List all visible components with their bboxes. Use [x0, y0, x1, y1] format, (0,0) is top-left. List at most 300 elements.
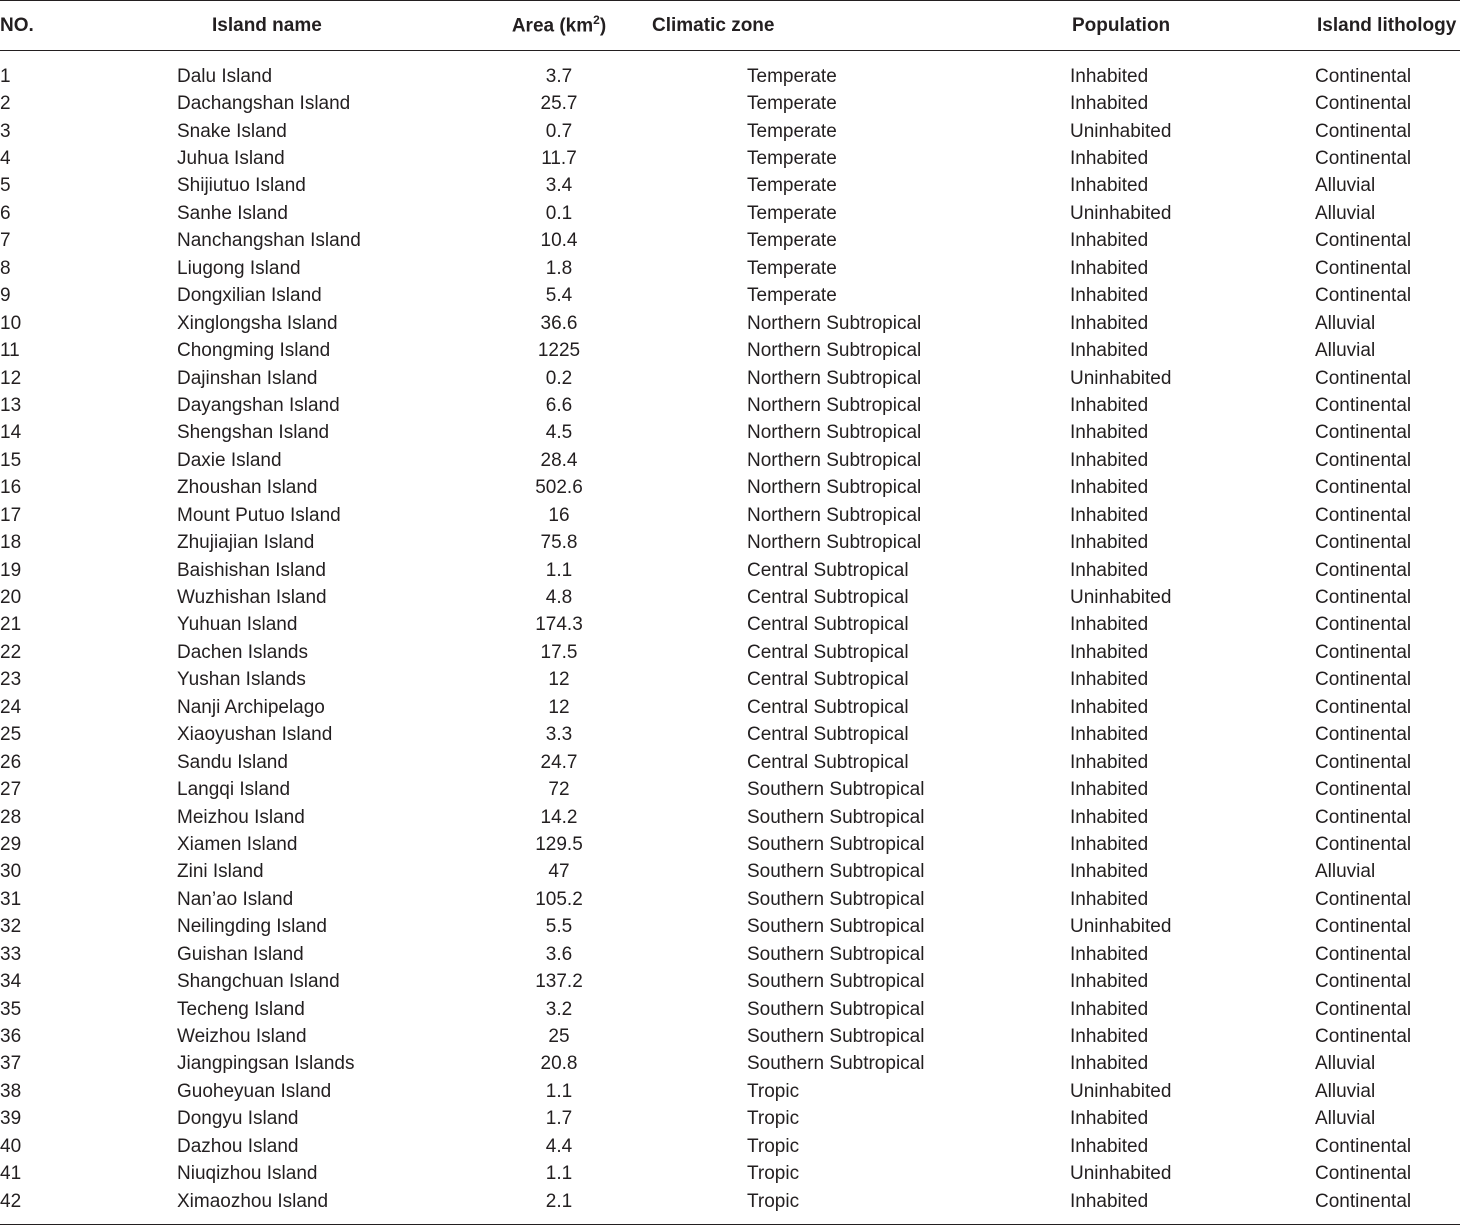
table-row	[0, 118, 1460, 145]
cell-population: Inhabited	[1070, 312, 1149, 334]
header-population: Population	[944, 1, 1190, 51]
table-row	[0, 475, 1460, 502]
cell-area: 0.7	[545, 120, 573, 142]
header-row	[0, 1, 1460, 51]
cell-area: 28.4	[540, 449, 578, 471]
cell-population: Inhabited	[1070, 806, 1149, 828]
cell-island-name: Dongyu Island	[177, 1108, 299, 1130]
cell-climatic-zone: Southern Subtropical	[747, 1026, 925, 1048]
cell-population: Inhabited	[1070, 614, 1149, 636]
cell-no: 9	[0, 285, 11, 307]
cell-no: 26	[0, 751, 22, 773]
cell-island-name: Shangchuan Island	[177, 971, 340, 993]
cell-population: Inhabited	[1070, 833, 1149, 855]
cell-island-name: Xinglongsha Island	[177, 312, 338, 334]
cell-climatic-zone: Temperate	[747, 148, 837, 170]
cell-area: 3.4	[545, 175, 573, 197]
table-row	[0, 639, 1460, 666]
cell-island-name: Dachangshan Island	[177, 93, 351, 115]
cell-no: 18	[0, 532, 22, 554]
cell-lithology: Alluvial	[1315, 1108, 1376, 1130]
cell-lithology: Continental	[1315, 93, 1412, 115]
cell-area: 11.7	[541, 148, 577, 170]
cell-lithology: Continental	[1315, 367, 1412, 389]
cell-no: 24	[0, 696, 22, 718]
cell-climatic-zone: Central Subtropical	[747, 559, 909, 581]
cell-lithology: Continental	[1315, 943, 1412, 965]
cell-population: Inhabited	[1070, 285, 1149, 307]
cell-island-name: Chongming Island	[177, 340, 331, 362]
cell-no: 39	[0, 1108, 22, 1130]
cell-population: Inhabited	[1070, 559, 1149, 581]
cell-no: 42	[0, 1190, 22, 1212]
cell-population: Inhabited	[1070, 1135, 1149, 1157]
cell-population: Inhabited	[1070, 230, 1149, 252]
cell-no: 3	[0, 120, 11, 142]
table-row	[0, 228, 1460, 255]
cell-no: 4	[0, 148, 11, 170]
cell-lithology: Continental	[1315, 614, 1412, 636]
cell-island-name: Ximaozhou Island	[177, 1190, 329, 1212]
cell-lithology: Continental	[1315, 641, 1412, 663]
cell-lithology: Continental	[1315, 916, 1412, 938]
table-bottom-rule	[0, 1215, 1460, 1225]
cell-no: 23	[0, 669, 22, 691]
cell-area: 1.1	[545, 1163, 573, 1185]
cell-area: 174.3	[535, 614, 583, 636]
cell-island-name: Nan’ao Island	[177, 888, 294, 910]
cell-climatic-zone: Northern Subtropical	[747, 422, 922, 444]
cell-area: 24.7	[540, 751, 578, 773]
table-row	[0, 173, 1460, 200]
cell-lithology: Alluvial	[1315, 175, 1376, 197]
cell-no: 19	[0, 559, 22, 581]
cell-area: 129.5	[535, 833, 583, 855]
cell-lithology: Alluvial	[1315, 1080, 1376, 1102]
cell-area: 3.3	[545, 724, 573, 746]
cell-no: 20	[0, 587, 22, 609]
cell-population: Inhabited	[1070, 65, 1149, 87]
cell-climatic-zone: Tropic	[747, 1163, 800, 1185]
cell-population: Inhabited	[1070, 1053, 1149, 1075]
cell-climatic-zone: Southern Subtropical	[747, 998, 925, 1020]
cell-population: Inhabited	[1070, 449, 1149, 471]
cell-lithology: Continental	[1315, 257, 1412, 279]
cell-lithology: Continental	[1315, 285, 1412, 307]
cell-no: 22	[0, 641, 22, 663]
header-area-label: Area (km	[511, 15, 594, 37]
cell-lithology: Continental	[1315, 394, 1412, 416]
cell-climatic-zone: Temperate	[747, 120, 837, 142]
cell-climatic-zone: Southern Subtropical	[747, 888, 925, 910]
cell-lithology: Continental	[1315, 422, 1412, 444]
cell-population: Inhabited	[1070, 394, 1149, 416]
cell-area: 5.5	[545, 916, 573, 938]
cell-lithology: Continental	[1315, 1190, 1412, 1212]
cell-island-name: Juhua Island	[177, 148, 285, 170]
cell-population: Inhabited	[1070, 477, 1149, 499]
cell-population: Uninhabited	[1070, 1080, 1172, 1102]
cell-population: Inhabited	[1070, 1190, 1149, 1212]
cell-island-name: Shengshan Island	[177, 422, 330, 444]
table-row	[0, 283, 1460, 310]
cell-area: 10.4	[540, 230, 578, 252]
cell-no: 38	[0, 1080, 22, 1102]
cell-population: Inhabited	[1070, 148, 1149, 170]
cell-island-name: Weizhou Island	[177, 1026, 307, 1048]
cell-climatic-zone: Northern Subtropical	[747, 394, 922, 416]
cell-area: 1.1	[545, 559, 573, 581]
cell-climatic-zone: Southern Subtropical	[747, 806, 925, 828]
cell-island-name: Xiaoyushan Island	[177, 724, 333, 746]
cell-area: 36.6	[540, 312, 578, 334]
cell-island-name: Techeng Island	[177, 998, 305, 1020]
cell-climatic-zone: Temperate	[747, 285, 837, 307]
cell-population: Uninhabited	[1070, 1163, 1172, 1185]
table-row	[0, 502, 1460, 529]
table-row	[0, 392, 1460, 419]
table-row	[0, 337, 1460, 364]
table-row	[0, 529, 1460, 556]
cell-area: 14.2	[540, 806, 578, 828]
cell-climatic-zone: Southern Subtropical	[747, 916, 925, 938]
table-row	[0, 63, 1460, 90]
cell-no: 11	[0, 340, 20, 362]
cell-island-name: Zhujiajian Island	[177, 532, 315, 554]
header-island-name: Island name	[176, 1, 494, 51]
cell-area: 3.7	[545, 65, 573, 87]
cell-lithology: Alluvial	[1315, 861, 1376, 883]
cell-island-name: Neilingding Island	[177, 916, 327, 938]
cell-area: 25.7	[540, 93, 578, 115]
cell-area: 4.5	[545, 422, 573, 444]
cell-no: 5	[0, 175, 11, 197]
table-row	[0, 1078, 1460, 1105]
cell-climatic-zone: Northern Subtropical	[747, 504, 922, 526]
cell-area: 502.6	[535, 477, 583, 499]
cell-area: 1225	[537, 340, 581, 362]
table-row	[0, 1161, 1460, 1188]
cell-no: 15	[0, 449, 22, 471]
cell-no: 35	[0, 998, 22, 1020]
cell-climatic-zone: Central Subtropical	[747, 724, 909, 746]
cell-no: 40	[0, 1135, 22, 1157]
cell-no: 17	[0, 504, 22, 526]
header-island-lithology: Island lithology	[1190, 1, 1460, 51]
cell-climatic-zone: Northern Subtropical	[747, 367, 922, 389]
table-body	[0, 51, 1460, 1225]
cell-lithology: Continental	[1315, 971, 1412, 993]
cell-island-name: Langqi Island	[177, 779, 291, 801]
cell-lithology: Continental	[1315, 998, 1412, 1020]
cell-no: 2	[0, 93, 11, 115]
cell-no: 36	[0, 1026, 22, 1048]
table-row	[0, 612, 1460, 639]
cell-lithology: Continental	[1315, 230, 1412, 252]
body-top-spacer	[0, 51, 1460, 64]
cell-island-name: Jiangpingsan Islands	[177, 1053, 355, 1075]
cell-population: Inhabited	[1070, 504, 1149, 526]
table-row	[0, 90, 1460, 117]
cell-island-name: Dachen Islands	[177, 641, 308, 663]
cell-island-name: Dayangshan Island	[177, 394, 340, 416]
cell-no: 1	[0, 65, 11, 87]
table-row	[0, 831, 1460, 858]
cell-area: 3.2	[545, 998, 573, 1020]
cell-climatic-zone: Tropic	[747, 1080, 800, 1102]
cell-area: 12	[548, 669, 570, 691]
cell-area: 25	[548, 1026, 570, 1048]
cell-island-name: Niuqizhou Island	[177, 1163, 318, 1185]
cell-climatic-zone: Northern Subtropical	[747, 312, 922, 334]
cell-island-name: Snake Island	[177, 120, 287, 142]
cell-climatic-zone: Central Subtropical	[747, 587, 909, 609]
table-row	[0, 255, 1460, 282]
cell-population: Inhabited	[1070, 1026, 1149, 1048]
cell-climatic-zone: Southern Subtropical	[747, 943, 925, 965]
cell-climatic-zone: Southern Subtropical	[747, 1053, 925, 1075]
cell-lithology: Continental	[1315, 504, 1412, 526]
header-area-superscript: 2	[593, 13, 600, 28]
cell-population: Inhabited	[1070, 422, 1149, 444]
cell-climatic-zone: Northern Subtropical	[747, 477, 922, 499]
cell-island-name: Mount Putuo Island	[177, 504, 341, 526]
cell-island-name: Nanji Archipelago	[177, 696, 325, 718]
header-area-close: )	[599, 15, 607, 37]
cell-lithology: Alluvial	[1315, 312, 1376, 334]
cell-climatic-zone: Temperate	[747, 202, 837, 224]
cell-island-name: Daxie Island	[177, 449, 282, 471]
cell-lithology: Continental	[1315, 751, 1412, 773]
cell-lithology: Continental	[1315, 888, 1412, 910]
cell-climatic-zone: Northern Subtropical	[747, 532, 922, 554]
cell-lithology: Continental	[1315, 1026, 1412, 1048]
cell-area: 0.2	[545, 367, 573, 389]
cell-population: Inhabited	[1070, 669, 1149, 691]
table-row	[0, 859, 1460, 886]
table-row	[0, 365, 1460, 392]
table-row	[0, 804, 1460, 831]
cell-climatic-zone: Temperate	[747, 175, 837, 197]
cell-climatic-zone: Central Subtropical	[747, 696, 909, 718]
table-row	[0, 694, 1460, 721]
cell-island-name: Nanchangshan Island	[177, 230, 361, 252]
table-row	[0, 941, 1460, 968]
cell-island-name: Guishan Island	[177, 943, 304, 965]
cell-no: 14	[0, 422, 22, 444]
cell-no: 7	[0, 230, 11, 252]
table-row	[0, 145, 1460, 172]
cell-area: 6.6	[545, 394, 573, 416]
cell-area: 1.8	[545, 257, 573, 279]
cell-island-name: Dajinshan Island	[177, 367, 318, 389]
cell-lithology: Continental	[1315, 587, 1412, 609]
cell-no: 13	[0, 394, 22, 416]
table-row	[0, 968, 1460, 995]
cell-climatic-zone: Central Subtropical	[747, 751, 909, 773]
cell-climatic-zone: Central Subtropical	[747, 641, 909, 663]
cell-population: Inhabited	[1070, 257, 1149, 279]
cell-no: 34	[0, 971, 22, 993]
cell-lithology: Alluvial	[1315, 340, 1376, 362]
cell-climatic-zone: Temperate	[747, 230, 837, 252]
cell-climatic-zone: Central Subtropical	[747, 614, 909, 636]
cell-no: 27	[0, 779, 22, 801]
cell-lithology: Continental	[1315, 1163, 1412, 1185]
cell-population: Inhabited	[1070, 340, 1149, 362]
cell-lithology: Continental	[1315, 65, 1412, 87]
cell-climatic-zone: Central Subtropical	[747, 669, 909, 691]
table-row	[0, 667, 1460, 694]
cell-island-name: Dazhou Island	[177, 1135, 299, 1157]
cell-area: 47	[548, 861, 570, 883]
cell-no: 41	[0, 1163, 22, 1185]
cell-island-name: Baishishan Island	[177, 559, 326, 581]
table-row	[0, 310, 1460, 337]
cell-no: 37	[0, 1053, 22, 1075]
cell-island-name: Xiamen Island	[177, 833, 298, 855]
cell-climatic-zone: Temperate	[747, 93, 837, 115]
table-row	[0, 584, 1460, 611]
table-row	[0, 1188, 1460, 1215]
cell-climatic-zone: Temperate	[747, 65, 837, 87]
cell-lithology: Continental	[1315, 724, 1412, 746]
table-row	[0, 886, 1460, 913]
cell-island-name: Liugong Island	[177, 257, 301, 279]
cell-lithology: Continental	[1315, 532, 1412, 554]
cell-island-name: Dalu Island	[177, 65, 273, 87]
cell-no: 29	[0, 833, 22, 855]
table-row	[0, 749, 1460, 776]
cell-no: 10	[0, 312, 22, 334]
header-climatic-zone: Climatic zone	[624, 1, 944, 51]
cell-population: Inhabited	[1070, 888, 1149, 910]
cell-island-name: Guoheyuan Island	[177, 1080, 332, 1102]
cell-population: Inhabited	[1070, 696, 1149, 718]
cell-lithology: Continental	[1315, 148, 1412, 170]
cell-area: 20.8	[540, 1053, 578, 1075]
cell-island-name: Shijiutuo Island	[177, 175, 306, 197]
cell-no: 30	[0, 861, 22, 883]
table-row	[0, 420, 1460, 447]
cell-island-name: Zhoushan Island	[177, 477, 318, 499]
cell-lithology: Continental	[1315, 669, 1412, 691]
cell-no: 31	[0, 888, 22, 910]
cell-lithology: Continental	[1315, 779, 1412, 801]
cell-population: Uninhabited	[1070, 367, 1172, 389]
table-row	[0, 1023, 1460, 1050]
cell-no: 25	[0, 724, 22, 746]
cell-population: Inhabited	[1070, 779, 1149, 801]
cell-population: Uninhabited	[1070, 587, 1172, 609]
cell-island-name: Yuhuan Island	[177, 614, 298, 636]
cell-area: 3.6	[545, 943, 573, 965]
table-row	[0, 1051, 1460, 1078]
cell-population: Inhabited	[1070, 998, 1149, 1020]
cell-no: 16	[0, 477, 22, 499]
cell-climatic-zone: Tropic	[747, 1108, 800, 1130]
cell-area: 1.1	[545, 1080, 573, 1102]
cell-island-name: Yushan Islands	[177, 669, 306, 691]
cell-area: 2.1	[545, 1190, 573, 1212]
cell-lithology: Continental	[1315, 559, 1412, 581]
cell-population: Inhabited	[1070, 971, 1149, 993]
cell-population: Inhabited	[1070, 724, 1149, 746]
cell-no: 8	[0, 257, 11, 279]
cell-climatic-zone: Southern Subtropical	[747, 779, 925, 801]
cell-no: 33	[0, 943, 22, 965]
table-row	[0, 996, 1460, 1023]
table-row	[0, 557, 1460, 584]
cell-lithology: Alluvial	[1315, 1053, 1376, 1075]
cell-climatic-zone: Tropic	[747, 1135, 800, 1157]
cell-area: 75.8	[540, 532, 578, 554]
cell-no: 6	[0, 202, 11, 224]
cell-population: Inhabited	[1070, 532, 1149, 554]
cell-area: 1.7	[545, 1108, 573, 1130]
cell-island-name: Sanhe Island	[177, 202, 288, 224]
cell-area: 5.4	[545, 285, 573, 307]
cell-lithology: Alluvial	[1315, 202, 1376, 224]
cell-climatic-zone: Northern Subtropical	[747, 449, 922, 471]
cell-lithology: Continental	[1315, 833, 1412, 855]
cell-climatic-zone: Southern Subtropical	[747, 861, 925, 883]
cell-area: 105.2	[535, 888, 583, 910]
table-row	[0, 447, 1460, 474]
table-row	[0, 1133, 1460, 1160]
cell-climatic-zone: Northern Subtropical	[747, 340, 922, 362]
cell-island-name: Wuzhishan Island	[177, 587, 327, 609]
cell-lithology: Continental	[1315, 806, 1412, 828]
cell-area: 17.5	[540, 641, 578, 663]
table-row	[0, 200, 1460, 227]
cell-area: 4.4	[545, 1135, 573, 1157]
cell-no: 28	[0, 806, 22, 828]
cell-island-name: Sandu Island	[177, 751, 288, 773]
cell-climatic-zone: Southern Subtropical	[747, 971, 925, 993]
cell-area: 12	[548, 696, 570, 718]
cell-island-name: Zini Island	[177, 861, 264, 883]
cell-lithology: Continental	[1315, 696, 1412, 718]
cell-population: Inhabited	[1070, 93, 1149, 115]
cell-area: 4.8	[545, 587, 573, 609]
cell-population: Inhabited	[1070, 943, 1149, 965]
cell-climatic-zone: Southern Subtropical	[747, 833, 925, 855]
cell-climatic-zone: Tropic	[747, 1190, 800, 1212]
cell-area: 137.2	[535, 971, 583, 993]
cell-no: 32	[0, 916, 22, 938]
cell-population: Inhabited	[1070, 175, 1149, 197]
header-no: NO.	[0, 1, 176, 51]
cell-no: 21	[0, 614, 22, 636]
table-row	[0, 1106, 1460, 1133]
cell-island-name: Meizhou Island	[177, 806, 305, 828]
cell-population: Uninhabited	[1070, 202, 1172, 224]
cell-area: 0.1	[545, 202, 573, 224]
table-row	[0, 914, 1460, 941]
table-row	[0, 722, 1460, 749]
header-area	[494, 1, 624, 51]
cell-population: Uninhabited	[1070, 916, 1172, 938]
cell-lithology: Continental	[1315, 449, 1412, 471]
cell-population: Uninhabited	[1070, 120, 1172, 142]
cell-climatic-zone: Temperate	[747, 257, 837, 279]
cell-population: Inhabited	[1070, 861, 1149, 883]
cell-area: 72	[548, 779, 570, 801]
cell-population: Inhabited	[1070, 641, 1149, 663]
cell-island-name: Dongxilian Island	[177, 285, 322, 307]
cell-population: Inhabited	[1070, 1108, 1149, 1130]
